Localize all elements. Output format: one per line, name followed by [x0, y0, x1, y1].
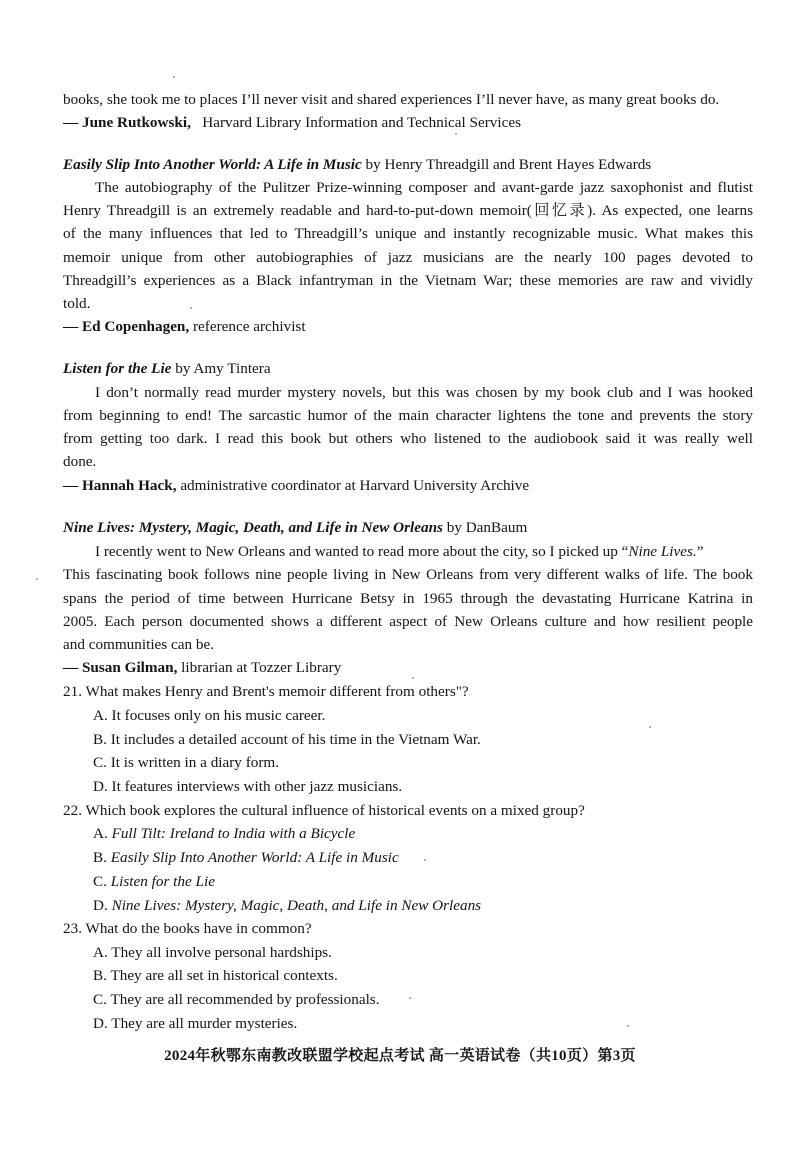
scan-speck [412, 677, 414, 679]
question-stem: 23. What do the books have in common? [63, 920, 312, 937]
book-authors: by Henry Threadgill and Brent Hayes Edwards [365, 156, 652, 173]
scan-speck [455, 133, 457, 135]
scan-speck [424, 859, 426, 861]
review-line: Threadgill’s experiences as a Black infantryman in the Vietnam War; these memories are raw and vividly [63, 272, 753, 289]
intro-continuation: books, she took me to places I’ll never visit and shared experiences I’ll never have, as many great books do. [63, 91, 720, 108]
scan-speck [173, 76, 175, 78]
reviewer-name: — Ed Copenhagen, [63, 318, 190, 335]
answer-option [93, 822, 783, 845]
answer-option: B. It includes a detailed account of his time in the Vietnam War. [93, 731, 481, 748]
reviewer-attribution [63, 656, 753, 679]
review-line: and communities can be. [63, 636, 214, 653]
reviewer-role: librarian at Tozzer Library [181, 659, 342, 676]
review-line: done. [63, 453, 97, 470]
reviewer-name: — Hannah Hack, [63, 477, 177, 494]
reviewer-role: reference archivist [192, 318, 306, 335]
review-line: Henry Threadgill is an extremely readable and hard-to-put-down memoir(回忆录). As expected, one learns [63, 202, 753, 219]
review-line: of the many influences that led to Threadgill’s unique and instantly recognizable music. What makes this [63, 225, 753, 242]
review-line: This fascinating book follows nine people living in New Orleans from very different walks of life. The book [63, 566, 753, 583]
reviewer-attribution [63, 474, 753, 497]
book-heading [63, 357, 753, 380]
book-title: Nine Lives: Mystery, Magic, Death, and Life in New Orleans [63, 519, 443, 536]
review-text: I recently went to New Orleans and wanted to read more about the city, so I picked up “ [95, 543, 629, 560]
option-letter: C. [93, 873, 107, 890]
book-title-inline: Nine Lives. [628, 543, 697, 560]
answer-option: D. They are all murder mysteries. [93, 1015, 298, 1032]
option-text: Listen for the Lie [110, 873, 215, 890]
book-title: Listen for the Lie [63, 360, 172, 377]
review-line: from getting too dark. I read this book but others who listened to the audiobook said it was really well [63, 430, 753, 447]
review-line: The autobiography of the Pulitzer Prize-winning composer and avant-garde jazz saxophonist and flutist [95, 179, 753, 196]
review-line: memoir unique from other autobiographies of jazz musicians are the nearly 100 pages devoted to [63, 249, 753, 266]
reviewer-name: — June Rutkowski, [63, 114, 191, 131]
option-text: Nine Lives: Mystery, Magic, Death, and Life in New Orleans [111, 897, 482, 914]
option-text: Full Tilt: Ireland to India with a Bicycle [111, 825, 356, 842]
option-letter: B. [93, 849, 107, 866]
page-footer: 2024年秋鄂东南教改联盟学校起点考试 高一英语试卷（共10页）第3页 [164, 1048, 636, 1064]
scan-speck [36, 578, 38, 580]
answer-option: C. It is written in a diary form. [93, 754, 280, 771]
book-authors: by Amy Tintera [175, 360, 271, 377]
scan-speck [627, 1025, 629, 1027]
reviewer-role: administrative coordinator at Harvard University Archive [180, 477, 530, 494]
option-text: Easily Slip Into Another World: A Life in Music [110, 849, 399, 866]
answer-option: A. It focuses only on his music career. [93, 707, 326, 724]
option-letter: D. [93, 897, 108, 914]
question-stem: 22. Which book explores the cultural influence of historical events on a mixed group? [63, 802, 585, 819]
question-stem: 21. What makes Henry and Brent's memoir different from others"? [63, 683, 469, 700]
answer-option: C. They are all recommended by professionals. [93, 991, 380, 1008]
intro-attribution [63, 111, 753, 134]
reviewer-role: Harvard Library Information and Technical Services [202, 114, 521, 131]
answer-option [93, 870, 783, 893]
option-letter: A. [93, 825, 108, 842]
review-line: told. [63, 295, 91, 312]
review-text: ” [696, 543, 704, 560]
review-line: I don’t normally read murder mystery novels, but this was chosen by my book club and I was hooked [95, 384, 753, 401]
book-heading [63, 516, 753, 539]
answer-option: B. They are all set in historical contexts. [93, 967, 338, 984]
scan-speck [190, 307, 192, 309]
scan-speck [409, 997, 411, 999]
book-authors: by DanBaum [446, 519, 528, 536]
answer-option [93, 846, 783, 869]
book-title: Easily Slip Into Another World: A Life in Music [63, 156, 362, 173]
answer-option [93, 894, 783, 917]
scan-speck [649, 726, 651, 728]
book-heading [63, 153, 753, 176]
review-line: spans the period of time between Hurricane Betsy in 1965 through the devastating Hurricane Katrina in [63, 590, 753, 607]
answer-option: D. It features interviews with other jazz musicians. [93, 778, 403, 795]
review-line [95, 540, 753, 563]
reviewer-name: — Susan Gilman, [63, 659, 178, 676]
review-line: from beginning to end! The sarcastic humor of the main character lightens the tone and prevents the story [63, 407, 753, 424]
review-line: 2005. Each person documented shows a different aspect of New Orleans culture and how resilient people [63, 613, 753, 630]
answer-option: A. They all involve personal hardships. [93, 944, 332, 961]
reviewer-attribution [63, 315, 753, 338]
